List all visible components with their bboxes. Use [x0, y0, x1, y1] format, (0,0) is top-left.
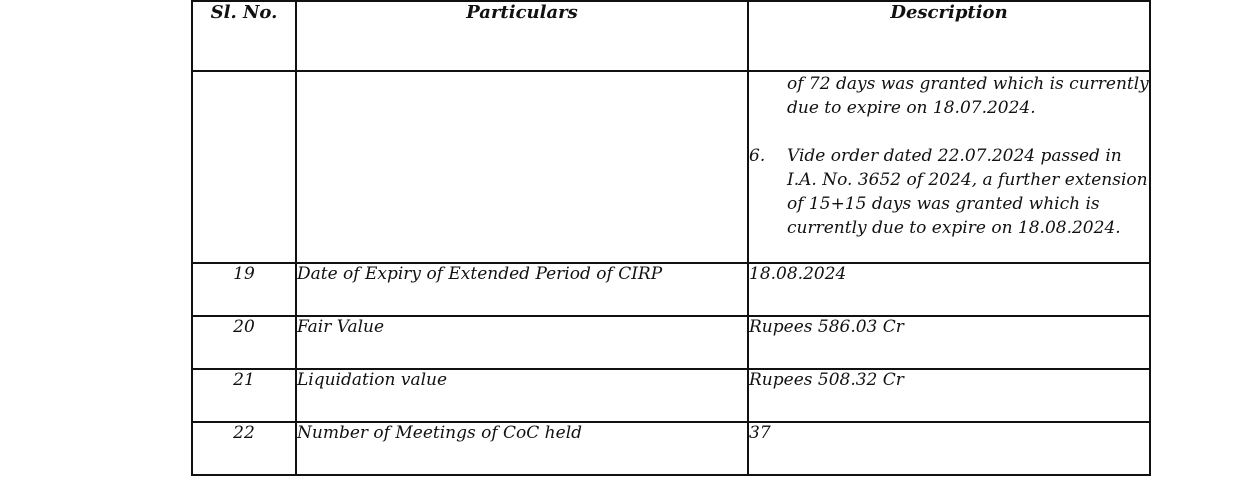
description-cell: 18.08.2024	[748, 263, 1150, 316]
header-row	[192, 1, 1150, 71]
continuation-row	[192, 71, 1150, 263]
list-item-line: currently due to expire on 18.08.2024.	[787, 218, 1121, 238]
continuation-text	[749, 72, 1149, 120]
sl-no-cell: 20	[192, 316, 296, 369]
table-row	[192, 369, 1150, 422]
header-description: Description	[748, 1, 1150, 71]
table-row	[192, 316, 1150, 369]
continuation-description-cell	[748, 71, 1150, 263]
list-item-line: I.A. No. 3652 of 2024, a further extension	[787, 170, 1148, 190]
sl-no-cell: 21	[192, 369, 296, 422]
continuation-particulars-cell	[296, 71, 748, 263]
description-cell: Rupees 508.32 Cr	[748, 369, 1150, 422]
particulars-cell: Number of Meetings of CoC held	[296, 422, 748, 475]
table-row	[192, 263, 1150, 316]
description-cell: 37	[748, 422, 1150, 475]
particulars-cell: Liquidation value	[296, 369, 748, 422]
list-item-line: of 15+15 days was granted which is	[787, 194, 1100, 214]
particulars-table	[191, 0, 1151, 476]
list-item-line: Vide order dated 22.07.2024 passed in	[787, 146, 1122, 166]
continuation-sl-cell	[192, 71, 296, 263]
particulars-cell: Date of Expiry of Extended Period of CIRP	[296, 263, 748, 316]
list-item-text	[787, 144, 1149, 240]
sl-no-cell: 22	[192, 422, 296, 475]
continuation-line: due to expire on 18.07.2024.	[787, 98, 1036, 118]
table-row	[192, 422, 1150, 475]
sl-no-cell: 19	[192, 263, 296, 316]
particulars-cell: Fair Value	[296, 316, 748, 369]
list-item-number: 6.	[749, 146, 766, 166]
list-item	[749, 144, 1149, 240]
header-particulars: Particulars	[296, 1, 748, 71]
header-sl-no: Sl. No.	[192, 1, 296, 71]
description-cell: Rupees 586.03 Cr	[748, 316, 1150, 369]
continuation-line: of 72 days was granted which is currently	[787, 74, 1149, 94]
